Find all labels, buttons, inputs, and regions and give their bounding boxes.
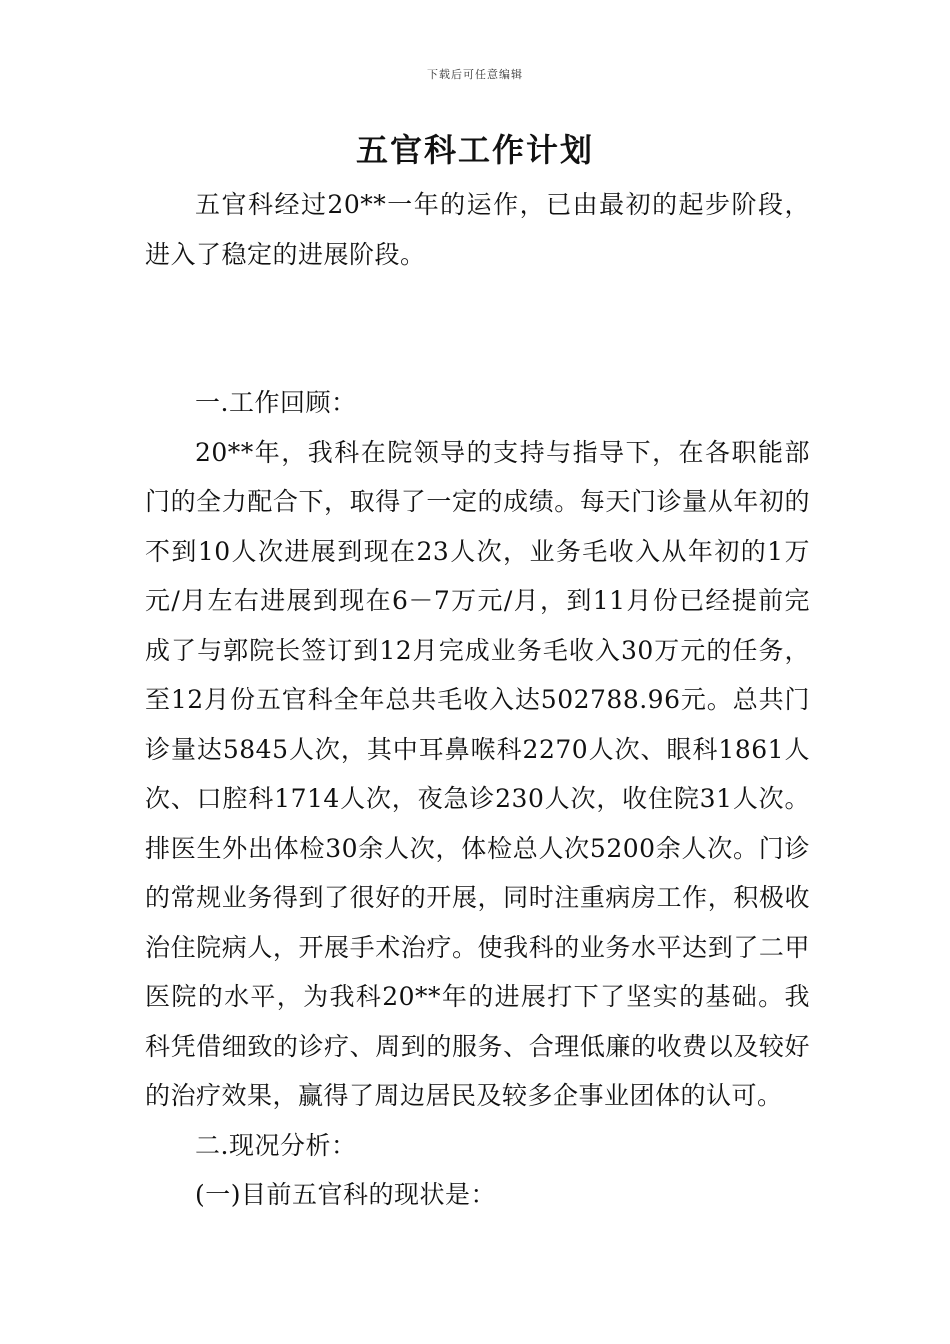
section2-heading: 二.现况分析： <box>195 1130 357 1160</box>
section2-subheading: (一)目前五官科的现状是： <box>195 1180 497 1209</box>
document-body <box>145 180 810 1220</box>
section1-heading: 一.工作回顾： <box>195 388 357 417</box>
intro-paragraph: 五官科经过20**一年的运作，已由最初的起步阶段，进入了稳定的进展阶段。 <box>145 190 810 269</box>
header-note: 下载后可任意编辑 <box>427 68 523 81</box>
document-title: 五官科工作计划 <box>355 131 594 169</box>
section1-paragraph: 20**年，我科在院领导的支持与指导下，在各职能部门的全力配合下，取得了一定的成绩。每天门诊量从年初的不到10人次进展到现在23人次，业务毛收入从年初的1万元/月左右进展到现在6－7万元/月，到11月份已经提前完成了与郭院长签订到12月完成业务毛收入30万元的任务，至12月份五官科全年总共毛收入达502788.96元。总共门诊量达5845人次，其中耳鼻喉科2270人次、眼科1861人次、口腔科1714人次，夜急诊230人次，收住院31人次。排医生外出体检30余人次，体检总人次5200余人次。门诊的常规业务得到了很好的开展，同时注重病房工作，积极收治住院病人，开展手术治疗。使我科的业务水平达到了二甲医院的水平，为我科20**年的进展打下了坚实的基础。我科凭借细致的诊疗、周到的服务、合理低廉的收费以及较好的治疗效果，赢得了周边居民及较多企事业团体的认可。 <box>145 437 810 1110</box>
blank-line <box>145 329 810 379</box>
